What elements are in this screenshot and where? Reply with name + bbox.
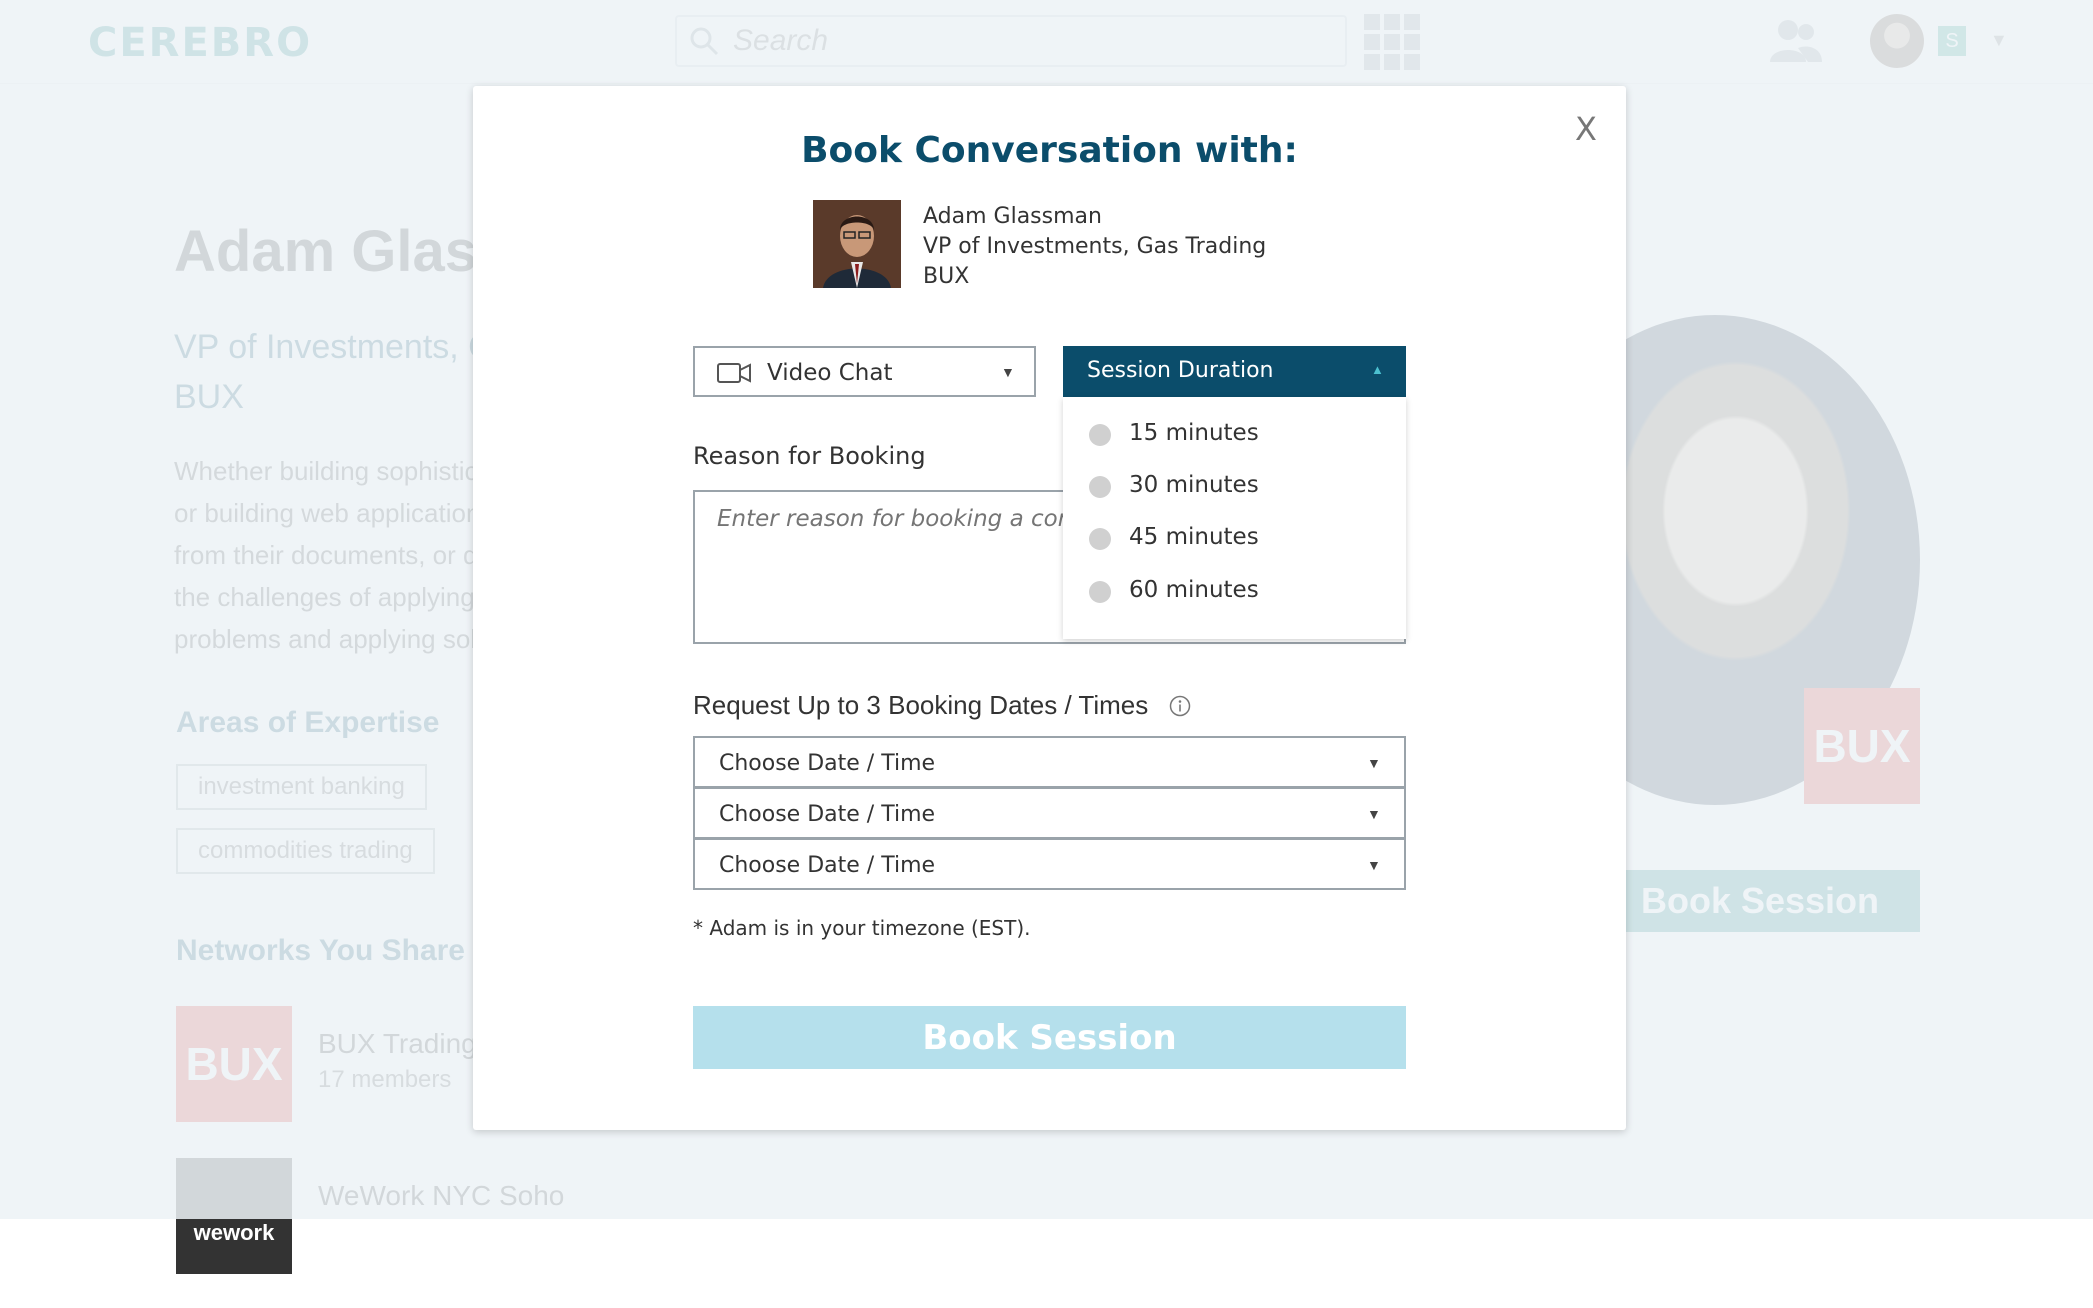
date-select-label: Choose Date / Time xyxy=(719,751,936,776)
info-icon[interactable] xyxy=(1169,695,1191,717)
duration-option-label: 15 minutes xyxy=(1129,420,1259,446)
book-conversation-modal xyxy=(473,86,1626,1130)
chevron-down-icon: ▼ xyxy=(1367,806,1381,822)
conversation-mode-select[interactable] xyxy=(693,346,1036,397)
duration-option-label: 30 minutes xyxy=(1129,472,1259,498)
timezone-note: * Adam is in your timezone (EST). xyxy=(693,916,1031,940)
duration-option-15[interactable] xyxy=(1089,417,1389,453)
expert-name: Adam Glassman xyxy=(923,204,1102,229)
duration-option-label: 45 minutes xyxy=(1129,524,1259,550)
expert-title: VP of Investments, Gas Trading xyxy=(923,234,1267,259)
duration-option-45[interactable] xyxy=(1089,521,1389,557)
duration-option-30[interactable] xyxy=(1089,469,1389,505)
chevron-down-icon: ▼ xyxy=(1367,755,1381,771)
chevron-down-icon: ▼ xyxy=(1367,857,1381,873)
expert-company: BUX xyxy=(923,264,970,289)
expert-info xyxy=(923,202,1266,292)
date-select-label: Choose Date / Time xyxy=(719,853,936,878)
date-time-select-3[interactable] xyxy=(693,838,1406,890)
radio-button[interactable] xyxy=(1089,424,1111,446)
date-select-label: Choose Date / Time xyxy=(719,802,936,827)
duration-option-60[interactable] xyxy=(1089,574,1389,610)
radio-button[interactable] xyxy=(1089,528,1111,550)
duration-option-label: 60 minutes xyxy=(1129,577,1259,603)
modal-title: Book Conversation with: xyxy=(801,130,1298,171)
mode-select-value: Video Chat xyxy=(767,360,893,386)
expert-avatar xyxy=(813,200,901,288)
reason-label: Reason for Booking xyxy=(693,442,926,470)
duration-label: Session Duration xyxy=(1087,358,1274,383)
network-logo[interactable]: wework xyxy=(176,1158,292,1274)
booking-dates-label: Request Up to 3 Booking Dates / Times xyxy=(693,690,1149,720)
date-time-select-1[interactable] xyxy=(693,736,1406,788)
radio-button[interactable] xyxy=(1089,476,1111,498)
date-time-select-2[interactable] xyxy=(693,787,1406,839)
duration-options-menu xyxy=(1063,397,1406,639)
video-camera-icon xyxy=(717,362,751,384)
session-duration-dropdown[interactable] xyxy=(1063,346,1406,397)
chevron-down-icon: ▼ xyxy=(1001,364,1015,380)
radio-button[interactable] xyxy=(1089,581,1111,603)
chevron-up-icon: ▲ xyxy=(1371,362,1384,377)
book-session-button[interactable]: Book Session xyxy=(693,1006,1406,1069)
close-button[interactable]: X xyxy=(1575,110,1597,148)
